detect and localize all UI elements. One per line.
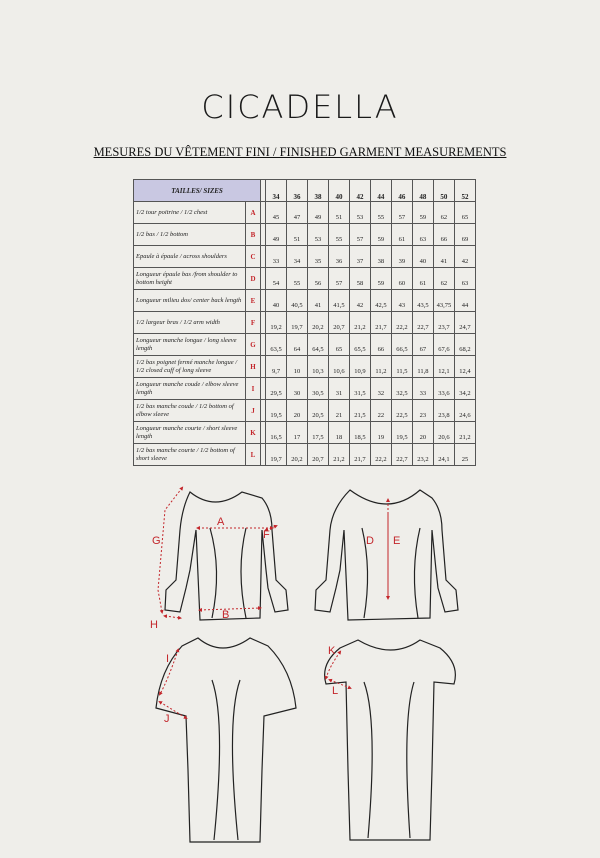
table-row bbox=[134, 268, 476, 290]
measurement-cell: 62 bbox=[433, 268, 454, 290]
label-f: F bbox=[263, 529, 270, 541]
measurement-cell: 23,8 bbox=[433, 400, 454, 422]
label-d: D bbox=[366, 535, 374, 547]
size-header-46: 46 bbox=[391, 180, 412, 202]
measurement-cell: 11,2 bbox=[370, 356, 391, 378]
row-label: 1/2 bas poignet fermé manche longue / 1/2 closed cuff of long sleeve bbox=[134, 356, 246, 378]
measurement-cell: 65 bbox=[454, 202, 475, 224]
measurement-cell: 24,6 bbox=[454, 400, 475, 422]
measurement-cell: 63,5 bbox=[266, 334, 287, 356]
measurement-cell: 36 bbox=[328, 246, 349, 268]
measurement-cell: 51 bbox=[287, 224, 308, 246]
label-i: I bbox=[166, 653, 170, 665]
table-row bbox=[134, 312, 476, 334]
row-code: F bbox=[246, 312, 261, 334]
front-elbow-sleeve-sketch bbox=[156, 638, 296, 842]
size-header-38: 38 bbox=[307, 180, 328, 202]
measurement-cell: 58 bbox=[349, 268, 370, 290]
row-code: E bbox=[246, 290, 261, 312]
measurement-cell: 19,2 bbox=[266, 312, 287, 334]
measurement-cell: 43,5 bbox=[412, 290, 433, 312]
table-row bbox=[134, 202, 476, 224]
label-a: A bbox=[217, 516, 225, 528]
measurement-cell: 23,2 bbox=[412, 444, 433, 466]
measurement-cell: 9,7 bbox=[266, 356, 287, 378]
row-label: 1/2 largeur bras / 1/2 arm width bbox=[134, 312, 246, 334]
measurement-cell: 63 bbox=[454, 268, 475, 290]
measurement-cell: 37 bbox=[349, 246, 370, 268]
measurement-cell: 57 bbox=[328, 268, 349, 290]
measurement-cell: 42 bbox=[454, 246, 475, 268]
row-label: Longueur manche courte / short sleeve length bbox=[134, 422, 246, 444]
row-code: B bbox=[246, 224, 261, 246]
measurement-cell: 61 bbox=[391, 224, 412, 246]
row-code: J bbox=[246, 400, 261, 422]
measurement-cell: 19 bbox=[370, 422, 391, 444]
measurement-cell: 40 bbox=[266, 290, 287, 312]
measurement-cell: 21,5 bbox=[349, 400, 370, 422]
measurement-cell: 10,9 bbox=[349, 356, 370, 378]
measurement-cell: 25 bbox=[454, 444, 475, 466]
row-label: 1/2 bas / 1/2 bottom bbox=[134, 224, 246, 246]
row-code: G bbox=[246, 334, 261, 356]
measurement-cell: 21,2 bbox=[328, 444, 349, 466]
label-j: J bbox=[164, 713, 170, 725]
measurement-cell: 10,3 bbox=[307, 356, 328, 378]
measurement-cell: 21,7 bbox=[370, 312, 391, 334]
measurement-cell: 65,5 bbox=[349, 334, 370, 356]
measurement-cell: 11,8 bbox=[412, 356, 433, 378]
measurement-cell: 54 bbox=[266, 268, 287, 290]
table-header-row bbox=[134, 180, 476, 202]
row-label: Longueur milieu dos/ center back length bbox=[134, 290, 246, 312]
measurement-cell: 12,1 bbox=[433, 356, 454, 378]
measurement-cell: 33 bbox=[266, 246, 287, 268]
measurement-cell: 56 bbox=[307, 268, 328, 290]
measurement-cell: 30,5 bbox=[307, 378, 328, 400]
measurement-cell: 20,7 bbox=[328, 312, 349, 334]
measurement-cell: 64 bbox=[287, 334, 308, 356]
size-header-50: 50 bbox=[433, 180, 454, 202]
table-row bbox=[134, 290, 476, 312]
measurement-cell: 53 bbox=[307, 224, 328, 246]
row-label: Longueur manche coude / elbow sleeve length bbox=[134, 378, 246, 400]
measurement-cell: 60 bbox=[391, 268, 412, 290]
table-row bbox=[134, 224, 476, 246]
measurement-cell: 30 bbox=[287, 378, 308, 400]
front-long-sleeve-sketch bbox=[165, 492, 288, 620]
measurement-cell: 34 bbox=[287, 246, 308, 268]
measurement-cell: 66,5 bbox=[391, 334, 412, 356]
measurement-cell: 19,7 bbox=[287, 312, 308, 334]
size-header-44: 44 bbox=[370, 180, 391, 202]
measurement-cell: 21,2 bbox=[349, 312, 370, 334]
measurement-cell: 23 bbox=[412, 400, 433, 422]
label-e: E bbox=[393, 535, 401, 547]
measurement-cell: 24,1 bbox=[433, 444, 454, 466]
page-subtitle: MESURES DU VÊTEMENT FINI / FINISHED GARMENT MEASUREMENTS bbox=[93, 145, 507, 159]
table-row bbox=[134, 444, 476, 466]
row-label: Longueur manche longue / long sleeve length bbox=[134, 334, 246, 356]
size-header-40: 40 bbox=[328, 180, 349, 202]
row-label: 1/2 tour poitrine / 1/2 chest bbox=[134, 202, 246, 224]
measurement-cell: 18 bbox=[328, 422, 349, 444]
measurement-cell: 19,5 bbox=[391, 422, 412, 444]
table-row bbox=[134, 422, 476, 444]
row-code: A bbox=[246, 202, 261, 224]
size-header-42: 42 bbox=[349, 180, 370, 202]
back-short-sleeve-sketch bbox=[325, 640, 456, 840]
measurement-cell: 24,7 bbox=[454, 312, 475, 334]
measurement-cell: 59 bbox=[412, 202, 433, 224]
garment-sketches bbox=[0, 470, 600, 858]
measurement-cell: 57 bbox=[349, 224, 370, 246]
measurement-cell: 22 bbox=[370, 400, 391, 422]
brand-title: CICADELLA bbox=[201, 88, 399, 126]
measurement-cell: 53 bbox=[349, 202, 370, 224]
measurement-cell: 49 bbox=[307, 202, 328, 224]
measurement-cell: 33,6 bbox=[433, 378, 454, 400]
measurement-cell: 38 bbox=[370, 246, 391, 268]
measurement-cell: 20 bbox=[412, 422, 433, 444]
size-header-48: 48 bbox=[412, 180, 433, 202]
label-l: L bbox=[332, 685, 339, 697]
table-row bbox=[134, 334, 476, 356]
measurement-cell: 21,2 bbox=[454, 422, 475, 444]
measurement-cell: 43,75 bbox=[433, 290, 454, 312]
measurement-cell: 20 bbox=[287, 400, 308, 422]
measurement-cell: 41 bbox=[307, 290, 328, 312]
measurement-cell: 20,2 bbox=[287, 444, 308, 466]
row-code: H bbox=[246, 356, 261, 378]
measurement-cell: 41 bbox=[433, 246, 454, 268]
measurement-cell: 55 bbox=[370, 202, 391, 224]
measurement-cell: 62 bbox=[433, 202, 454, 224]
measurement-cell: 19,5 bbox=[266, 400, 287, 422]
measurement-cell: 55 bbox=[287, 268, 308, 290]
table-row bbox=[134, 400, 476, 422]
row-label: Epaule à épaule / across shoulders bbox=[134, 246, 246, 268]
measurement-cell: 23,7 bbox=[433, 312, 454, 334]
label-b: B bbox=[222, 609, 230, 621]
measurement-cell: 10,6 bbox=[328, 356, 349, 378]
measurement-cell: 39 bbox=[391, 246, 412, 268]
measurement-cell: 33 bbox=[412, 378, 433, 400]
measurement-cell: 42 bbox=[349, 290, 370, 312]
measurement-cell: 21 bbox=[328, 400, 349, 422]
row-label: 1/2 bas manche courte / 1/2 bottom of short sleeve bbox=[134, 444, 246, 466]
size-header-52: 52 bbox=[454, 180, 475, 202]
measurement-cell: 31,5 bbox=[349, 378, 370, 400]
measurement-cell: 64,5 bbox=[307, 334, 328, 356]
measurement-cell: 44 bbox=[454, 290, 475, 312]
measurement-cell: 57 bbox=[391, 202, 412, 224]
measurement-cell: 21,7 bbox=[349, 444, 370, 466]
label-h: H bbox=[150, 619, 158, 631]
size-header-34: 34 bbox=[266, 180, 287, 202]
measurement-cell: 41,5 bbox=[328, 290, 349, 312]
measurement-cell: 61 bbox=[412, 268, 433, 290]
measurement-cell: 69 bbox=[454, 224, 475, 246]
measurement-cell: 22,7 bbox=[391, 444, 412, 466]
measurement-cell: 35 bbox=[307, 246, 328, 268]
label-g: G bbox=[152, 535, 161, 547]
measurement-cell: 20,5 bbox=[307, 400, 328, 422]
measurement-cell: 68,2 bbox=[454, 334, 475, 356]
table-row bbox=[134, 378, 476, 400]
measurement-cell: 49 bbox=[266, 224, 287, 246]
measurement-cell: 55 bbox=[328, 224, 349, 246]
measurement-cell: 67 bbox=[412, 334, 433, 356]
measurement-cell: 34,2 bbox=[454, 378, 475, 400]
row-code: D bbox=[246, 268, 261, 290]
row-code: C bbox=[246, 246, 261, 268]
measurement-cell: 29,5 bbox=[266, 378, 287, 400]
table-row bbox=[134, 246, 476, 268]
back-long-sleeve-sketch bbox=[315, 490, 458, 620]
measurements-table bbox=[133, 179, 476, 466]
sizes-header-label: TAILLES/ SIZES bbox=[134, 180, 261, 202]
measurement-cell: 12,4 bbox=[454, 356, 475, 378]
measurement-cell: 17,5 bbox=[307, 422, 328, 444]
measurement-cell: 22,2 bbox=[391, 312, 412, 334]
measurement-cell: 32 bbox=[370, 378, 391, 400]
measurement-cell: 40 bbox=[412, 246, 433, 268]
measurement-cell: 40,5 bbox=[287, 290, 308, 312]
measurement-cell: 43 bbox=[391, 290, 412, 312]
measurement-cell: 20,6 bbox=[433, 422, 454, 444]
row-code: I bbox=[246, 378, 261, 400]
measurement-cell: 20,7 bbox=[307, 444, 328, 466]
measurement-cell: 59 bbox=[370, 268, 391, 290]
measurement-cell: 47 bbox=[287, 202, 308, 224]
measurement-cell: 32,5 bbox=[391, 378, 412, 400]
row-label: 1/2 bas manche coude / 1/2 bottom of elbow sleeve bbox=[134, 400, 246, 422]
measurement-cell: 45 bbox=[266, 202, 287, 224]
measurement-cell: 65 bbox=[328, 334, 349, 356]
measurement-cell: 22,5 bbox=[391, 400, 412, 422]
measurement-cell: 22,7 bbox=[412, 312, 433, 334]
table-row bbox=[134, 356, 476, 378]
measurement-cell: 11,5 bbox=[391, 356, 412, 378]
measurement-cell: 16,5 bbox=[266, 422, 287, 444]
measurement-cell: 63 bbox=[412, 224, 433, 246]
measurement-cell: 42,5 bbox=[370, 290, 391, 312]
measurement-cell: 19,7 bbox=[266, 444, 287, 466]
measurement-cell: 67,6 bbox=[433, 334, 454, 356]
measurement-cell: 59 bbox=[370, 224, 391, 246]
row-code: K bbox=[246, 422, 261, 444]
measurement-cell: 20,2 bbox=[307, 312, 328, 334]
measurement-cell: 18,5 bbox=[349, 422, 370, 444]
measurement-cell: 51 bbox=[328, 202, 349, 224]
measurement-cell: 10 bbox=[287, 356, 308, 378]
label-k: K bbox=[328, 645, 336, 657]
measurement-cell: 17 bbox=[287, 422, 308, 444]
measurement-cell: 22,2 bbox=[370, 444, 391, 466]
row-code: L bbox=[246, 444, 261, 466]
measurement-cell: 66 bbox=[433, 224, 454, 246]
row-label: Longueur épaule bas /from shoulder to bottom height bbox=[134, 268, 246, 290]
size-header-36: 36 bbox=[287, 180, 308, 202]
measurement-cell: 31 bbox=[328, 378, 349, 400]
measurement-cell: 66 bbox=[370, 334, 391, 356]
